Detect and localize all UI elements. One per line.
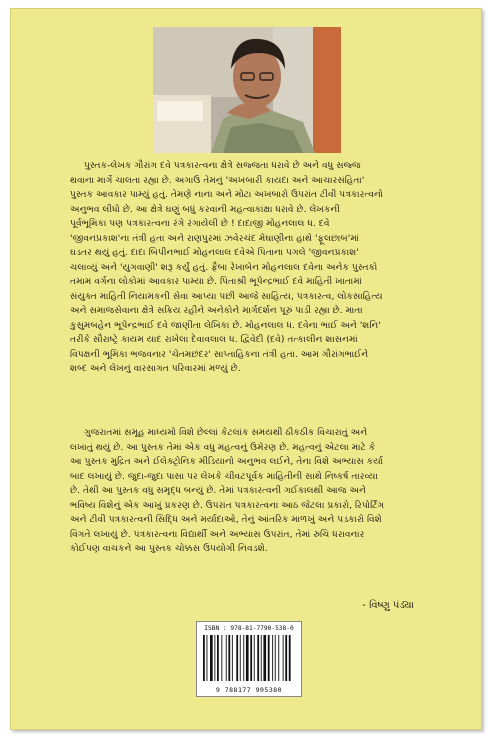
isbn-text: ISBN : 978-81-7790-538-0 xyxy=(204,625,294,632)
text-line: અને ટીવી પત્રકારત્વની સિદ્ધિ અને મર્યાદાઓ, તેનું આંતરિક માળખું અને પડકારો વિશે xyxy=(70,514,382,525)
text-line: શબ્દ અને લેખનું વારસાગત પરિવારમાં મળ્યું છે. xyxy=(70,363,241,374)
paragraph-author-background xyxy=(70,159,430,377)
text-line: વિપક્ષની ભૂમિકા ભજવનાર 'ચેતમછંદર' સાપ્તાહિકના તંત્રી હતા. આમ ગૌરાંગભાઈને xyxy=(70,348,369,360)
barcode-icon xyxy=(202,635,298,681)
text-line: વિગતે લખાયું છે. પત્રકારત્વના વિદ્યાર્થી અને અભ્યાસ ઉપરાંત, તેમાં રુચિ ધરાવનાર xyxy=(70,528,365,540)
author-photo xyxy=(153,27,341,153)
text-line: કોઈપણ વાચકને આ પુસ્તક ચોક્કસ ઉપયોગી નિવડશે. xyxy=(70,543,268,554)
text-line: ગુજરાતમાં સમૂહ માધ્યમો વિશે છેલ્લાં કેટલાંક સમયથી ઠીકઠીક વિચારાતું અને xyxy=(84,427,368,438)
text-line: તમામ વર્ગના લોકોમાં આવકાર પામ્યા છે. પિતાશ્રી ભૂપેન્દ્રભાઈ દવે માહિતી ખાતામાં xyxy=(70,276,363,287)
barcode-number: 9 788177 905380 xyxy=(215,686,283,694)
text-line: અને સમાજસેવાના ક્ષેત્રે સક્રિય રહીને અનેકોને માર્ગદર્શન પૂરું પાડી રહ્યા છે. માતા xyxy=(70,305,363,316)
text-line: ઘડતર થયું હતું. દાદા બિપીનભાઈ મોહનલાલ દવેએ પિતાના પગલે 'જીવનપ્રકાશ' xyxy=(70,247,359,258)
author-signature: - વિષ્ણુ પંડ્યા xyxy=(362,600,414,611)
text-line: પૂર્વભૂમિકા પણ પત્રકારત્વના રંગે રંગાયેલી છે ! દાદાજી મોહનલાલ ધ. દવે xyxy=(70,218,330,229)
text-line: કુસુમબહેન ભૂપેન્દ્રભાઈ દવે જાણીતા લેખિકા છે. મોહનલાલ ધ. દવેના ભાઈ અને 'શનિ' xyxy=(70,319,381,331)
text-line: પુસ્તક આવકાર પામ્યું હતું. તેમણે નાના અને મોટા અખબારો ઉપરાંત ટીવી પત્રકારત્વનો xyxy=(70,189,384,200)
text-line: ચલાવ્યું અને 'યુગવાણી' શરૂ કર્યું હતું. ફૈબા રેખાબેન મોહનલાલ દવેના અનેક પુસ્તકો xyxy=(70,261,378,273)
paragraph-book-summary xyxy=(70,426,430,557)
text-line: તરીકે સૌરાષ્ટ્રે કાયમ યાદ રાખેલા દેવાવલાલ ધ. દ્વિવેદી (દવે) તત્કાલીન શાસનમાં xyxy=(70,334,358,345)
text-line: પુસ્તક-લેખક ગૌરાંગ દવે પત્રકારત્વના ક્ષેત્રે સજ્જતા ધરાવે છે અને વધુ સજ્જ xyxy=(84,160,361,171)
barcode-label xyxy=(196,621,302,697)
text-line: ભવિષ્ય વિશેનું એક આખું પ્રકરણ છે. ઉપરાંત પત્રકારત્વના આઠ જેટલા પ્રકારો, રિપોર્ટિંગ xyxy=(70,499,385,511)
text-line: છે. તેથી આ પુસ્તક વધુ સમૃદ્ધ બન્યું છે. તેમાં પત્રકારત્વની ગઈકાલથી આજ અને xyxy=(70,485,366,496)
text-line: સંયુક્ત માહિતી નિયામકની સેવા આપ્યા પછી આજે સાહિત્ય, પત્રકારત્વ, લોકસાહિત્ય xyxy=(70,290,383,302)
text-line: થવાના માર્ગે ચાલતા રહ્યા છે. અગાઉ તેમનું 'અખબારી કાયદા અને આચારસંહિતા' xyxy=(70,174,365,186)
text-line: 'જીવનપ્રકાશ'ના તંત્રી હતા અને રાણપુરમાં ઝવેરચંદ મેઘાણીના હાથે 'ફૂલછાબ'માં xyxy=(70,232,360,244)
text-line: બાદ લખાયું છે. જુદા-જુદા પાસા પર લેખકે ચીવટપૂર્વક માહિતીની સાથે નિષ્કર્ષ તારવ્યા xyxy=(70,470,378,482)
text-line: અનુભવ લીધો છે. આ ક્ષેત્રે ઘણું બધું કરવાની મહત્વાકાંક્ષા ધરાવે છે. લેખકની xyxy=(70,203,340,215)
text-line: આ પુસ્તક મુદ્રિત અને ઈલેક્ટ્રોનિક મીડિયાનો અનુભવ લઈને, તેના વિશે અભ્યાસ કર્યા xyxy=(70,456,384,467)
text-line: લખાતું થયું છે. આ પુસ્તક તેમાં એક વધુ મહત્વનું ઉમેરણ છે. મહત્વનું એટલા માટે કે xyxy=(70,441,376,453)
